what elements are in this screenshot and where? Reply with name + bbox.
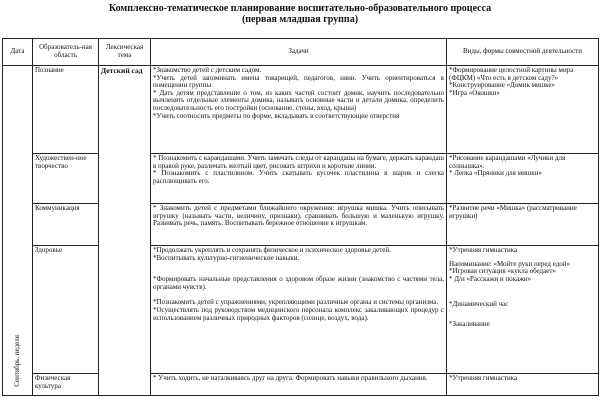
task-item: * Учить ходить, не наталкиваясь друг на друга. Формировать навыки правильного дыхания. xyxy=(153,374,428,382)
header-row xyxy=(3,39,599,66)
area-cell: Здоровье xyxy=(33,246,99,374)
area-cell: Художествен-ное творчество xyxy=(33,154,99,204)
tasks-cell xyxy=(151,246,447,374)
form-item: Напоминание: «Мойте руки перед едой» xyxy=(449,259,571,268)
forms-cell xyxy=(447,154,599,204)
table-row xyxy=(3,204,599,246)
tasks-cell xyxy=(151,204,447,246)
task-item: *Учить детей запоминать имена товарищей, педагогов, няни. Учить ориентироваться в помещении группы xyxy=(153,73,444,90)
form-item: *Утренняя гимнастика xyxy=(449,246,518,254)
form-item: *Игра «Окошки» xyxy=(449,88,500,97)
task-item: *Продолжать укреплять и сохранять физическое и психическое здоровье детей. xyxy=(153,246,391,254)
form-item: *Игровая ситуация «кукла обедает» xyxy=(449,267,556,276)
area-cell: Физическая культура xyxy=(33,374,99,396)
tasks-cell xyxy=(151,66,447,154)
tasks-cell xyxy=(151,374,447,396)
form-item: *Закаливание xyxy=(449,319,490,328)
header-theme: Лексическая тема xyxy=(99,39,151,66)
task-item: * Познакомить с пластилином. Учить скатывать кусочек пластилина в шарик и слегка расплющивать его. xyxy=(153,169,444,185)
theme-cell: Детский сад xyxy=(99,66,151,396)
header-tasks: Задачи xyxy=(151,39,447,66)
table-row xyxy=(3,374,599,396)
header-area: Образователь-ная область xyxy=(33,39,99,66)
form-item: *Рисование карандашами «Лучики для солнышка». xyxy=(449,154,566,170)
table-row xyxy=(3,246,599,374)
area-cell: Коммуникация xyxy=(33,204,99,246)
task-item: *Знакомство детей с детским садом. xyxy=(153,66,262,74)
form-item: *Динамический час xyxy=(449,300,509,309)
forms-cell xyxy=(447,66,599,154)
title-line-1: Комплексно-тематическое планирование воспитательно-образовательного процесса xyxy=(108,3,492,14)
plan-table xyxy=(2,38,599,396)
header-date: Дата xyxy=(3,39,33,66)
task-item: *Формировать начальные представления о здоровом образе жизни (знакомство с частями тела, органами чувств). xyxy=(153,275,444,291)
form-item: *Формирование целостной картины мира (ФЦКМ) «Что есть в детском саду?» xyxy=(449,66,574,82)
title-line-2: (первая младшая группа) xyxy=(241,14,359,25)
task-item: *Воспитывать культурно-гигиенические навыки. xyxy=(153,253,300,262)
task-item: *Учить соотносить предметы по форме, вкладывать в соответствующие отверстия xyxy=(153,111,400,120)
date-cell xyxy=(3,66,33,396)
table-row xyxy=(3,154,599,204)
forms-cell xyxy=(447,204,599,246)
task-item: * Дать детям представление о том, из каких частей состоит домик, научить последовательно вычленять отдельные элементы домика, называть основные части и детали домика, определить последовательность его постройки (основание, стены, вход, крыша) xyxy=(153,88,444,112)
page-title xyxy=(0,3,600,25)
form-item: * Д/и «Расскажи и покажи» xyxy=(449,274,532,283)
tasks-cell xyxy=(151,154,447,204)
forms-cell xyxy=(447,374,599,396)
form-item: * Лепка «Пряники для мишки» xyxy=(449,169,542,178)
task-item: * Познакомить с карандашами. Учить замечать следы от карандаша на бумаге, держать карандаш в правой руке, различать желтый цвет, рисовать штрихи и короткие линии. xyxy=(153,154,444,170)
header-forms: Виды, формы совместной деятельности xyxy=(447,39,599,66)
area-cell: Познание xyxy=(33,66,99,154)
form-item: *Утренняя гимнастика xyxy=(449,374,518,382)
task-item: *Осуществлять под руководством медицинского персонала комплекс закаливающих процедур с использованием различных природных факторов (солнце, воздух, вода). xyxy=(153,305,444,322)
date-label: Сентябрь, неделя xyxy=(12,334,21,387)
form-item: *Развитие речи «Мишка» (рассматривание игрушки) xyxy=(449,204,577,220)
forms-cell xyxy=(447,246,599,374)
task-item: *Познакомить детей с упражнениями, укрепляющими различные органы и системы организма. xyxy=(153,298,439,307)
task-item: * Знакомить детей с предметами ближайшего окружения: игрушка мишка. Учить описывать игрушку (называть части, величину, признаки), сравнивать большую и маленькую игрушку. Развивать речь, память. Воспитывать бережное отношение к игрушкам. xyxy=(153,204,444,228)
form-item: *Конструирование «Домик мишке» xyxy=(449,81,556,90)
table-row xyxy=(3,66,599,154)
